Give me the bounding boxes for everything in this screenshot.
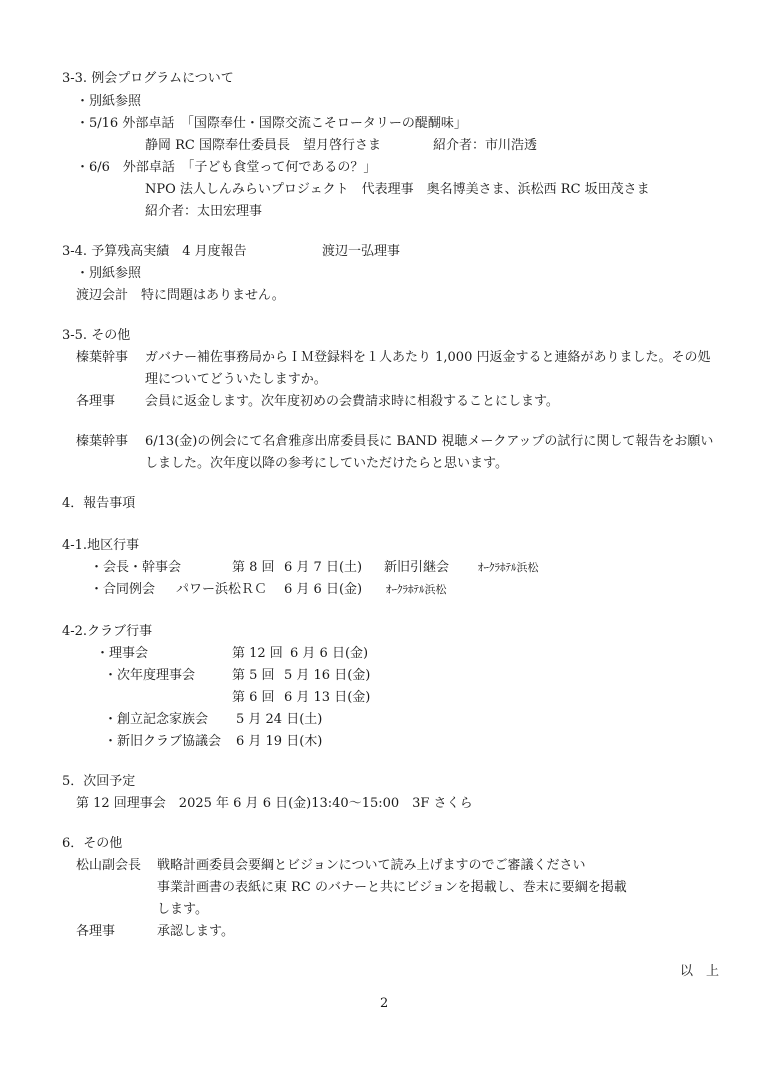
club-event-1-date: 6 月 6 日(金) (290, 646, 369, 661)
next-meeting-line: 第 12 回理事会 2025 年 6 月 6 日(金)13:40～15:00 3F さくら (76, 796, 473, 811)
club-event-3-date: 6 月 13 日(金) (284, 690, 371, 705)
section-3-3-item-1: ・別紙参照 (76, 94, 142, 109)
section-6-statement-1-line-2: 事業計画書の表紙に東 RC のバナーと共にビジョンを掲載し、巻末に要綱を掲載 (157, 880, 627, 895)
section-3-3-heading: 3-3. 例会プログラムについて (62, 71, 234, 86)
section-3-5-statement-2: 会員に返金します。次年度初めの会費請求時に相殺することにします。 (145, 394, 559, 409)
club-event-2-number: 第 5 回 (232, 668, 275, 683)
club-event-2-date: 5 月 16 日(金) (284, 668, 371, 683)
section-6-speaker-1: 松山副会長 (76, 858, 142, 873)
section-4-heading: 4．報告事項 (62, 496, 136, 511)
district-event-1-name: ・会長・幹事会 (90, 560, 182, 575)
section-3-3-item-3-detail: NPO 法人しんみらいプロジェクト 代表理事 奥名博美さま、浜松西 RC 坂田茂さま (145, 182, 650, 197)
section-3-5-statement-3-line-1: 6/13(金)の例会にて名倉雅彦出席委員長に BAND 視聴メークアップの試行に関して報告をお願い (145, 434, 714, 449)
district-event-1-date: 6 月 7 日(土) (284, 560, 363, 575)
section-6-speaker-2: 各理事 (76, 924, 116, 939)
section-5-heading: 5．次回予定 (62, 774, 136, 789)
section-3-4-comment: 渡辺会計 特に問題はありません。 (76, 288, 285, 303)
district-event-2-organizer: パワー浜松ＲＣ (176, 582, 268, 597)
page-number: 2 (380, 996, 389, 1011)
club-event-5-name: ・新旧クラブ協議会 (104, 734, 222, 749)
section-3-4-item-1: ・別紙参照 (76, 266, 142, 281)
section-3-5-statement-1-line-2: 理についてどういたしますか。 (145, 372, 327, 387)
district-event-1-title: 新旧引継会 (384, 560, 450, 575)
closing-mark: 以 上 (680, 964, 720, 979)
district-event-2-name: ・合同例会 (90, 582, 156, 597)
district-event-1-venue: ｵｰｸﾗﾎﾃﾙ浜松 (478, 561, 539, 574)
section-3-3-item-3: ・6/6 外部卓話 「子ども食堂って何であるの？」 (76, 160, 377, 175)
club-event-4-date: 5 月 24 日(土) (236, 712, 323, 727)
club-event-5-date: 6 月 19 日(木) (236, 734, 323, 749)
section-4-1-heading: 4-1.地区行事 (62, 538, 140, 553)
section-3-4-heading: 3-4. 予算残高実績 4 月度報告 (62, 244, 247, 259)
section-3-3-item-2: ・5/16 外部卓話 「国際奉仕・国際交流こそロータリーの醍醐味」 (76, 116, 467, 131)
section-6-heading: 6．その他 (62, 836, 123, 851)
section-6-statement-1-line-1: 戦略計画委員会要綱とビジョンについて読み上げますのでご審議ください (157, 858, 586, 873)
section-3-5-speaker-2: 各理事 (76, 394, 116, 409)
section-3-5-statement-1-line-1: ガバナー補佐事務局からＩＭ登録料を１人あたり 1,000 円返金すると連絡がありました。その処 (145, 350, 711, 365)
section-3-3-item-2-detail: 静岡 RC 国際奉仕委員長 望月啓行さま 紹介者：市川浩透 (145, 138, 537, 153)
district-event-2-venue: ｵｰｸﾗﾎﾃﾙ浜松 (386, 583, 447, 596)
club-event-1-name: ・理事会 (96, 646, 149, 661)
section-6-statement-2: 承認します。 (157, 924, 234, 939)
section-3-5-heading: 3-5. その他 (62, 328, 131, 343)
section-3-3-item-3-introducer: 紹介者：太田宏理事 (145, 204, 263, 219)
club-event-4-name: ・創立記念家族会 (104, 712, 209, 727)
club-event-1-number: 第 12 回 (232, 646, 283, 661)
club-event-3-number: 第 6 回 (232, 690, 275, 705)
section-3-5-statement-3-line-2: しました。次年度以降の参考にしていただけたらと思います。 (145, 456, 508, 471)
section-4-2-heading: 4-2.クラブ行事 (62, 624, 153, 639)
section-3-5-speaker-3: 榛葉幹事 (76, 434, 129, 449)
district-event-2-date: 6 月 6 日(金) (284, 582, 363, 597)
section-3-4-presenter: 渡辺一弘理事 (322, 244, 401, 259)
district-event-1-number: 第 8 回 (232, 560, 275, 575)
club-event-2-name: ・次年度理事会 (104, 668, 196, 683)
section-3-5-speaker-1: 榛葉幹事 (76, 350, 129, 365)
section-6-statement-1-line-3: します。 (157, 902, 208, 917)
